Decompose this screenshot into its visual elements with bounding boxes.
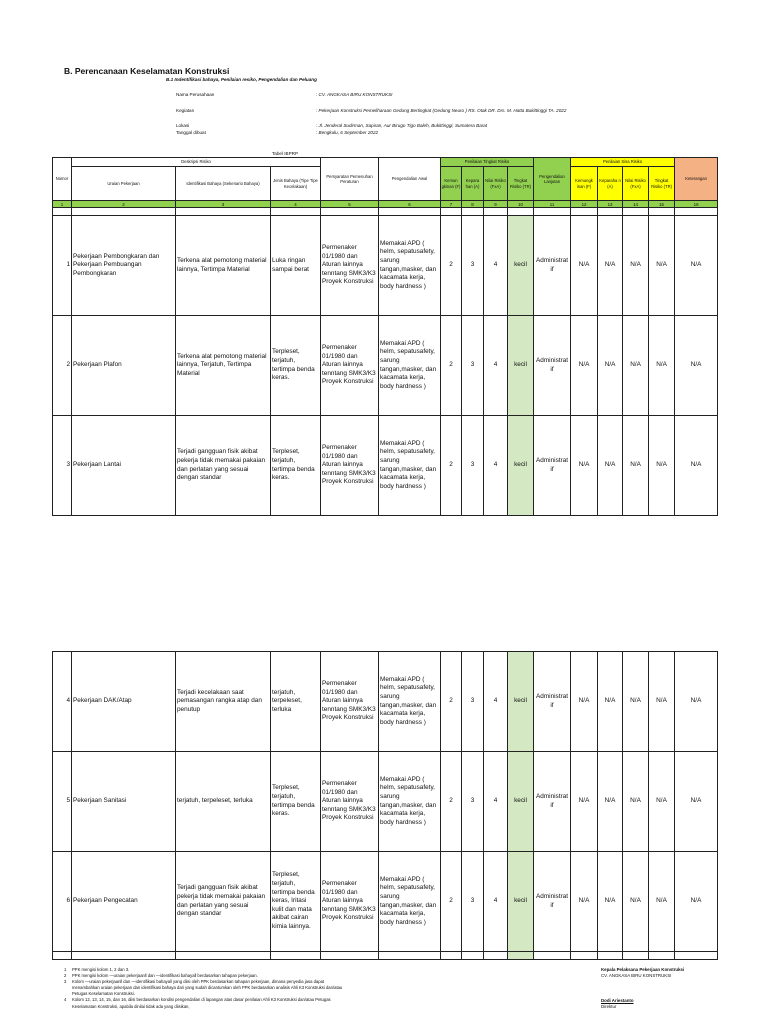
header-keparahan-sisa: Keparaha n (A) xyxy=(598,167,623,201)
uraian-pekerjaan-cell: Pekerjaan DAK/Atap xyxy=(72,652,176,752)
keparahan-cell: 3 xyxy=(462,216,484,316)
pengendalian-lanjutan-cell: Administrat if xyxy=(534,752,571,852)
persyaratan-cell: Permenaker 01/1980 dan Aturan lainnya tenntang SMK3/K3 Proyek Konstruksi xyxy=(321,752,379,852)
identifikasi-bahaya-cell: Terkena alat pemotong material lainnya, Terjatuh, Tertimpa Material xyxy=(176,316,271,416)
kemungkinan-cell: 2 xyxy=(441,852,462,952)
pengendalian-awal-cell: Memakai APD ( helm, sepatusafety, sarung tangan,masker, dan kacamata kerja, body hardness ) xyxy=(379,316,441,416)
nilai-risiko-sisa-cell: N/A xyxy=(623,752,649,852)
ibprp-table-page-1 xyxy=(52,157,718,516)
header-keparahan: Kepara han (A) xyxy=(462,167,484,201)
tingkat-risiko-sisa-cell: N/A xyxy=(649,652,675,752)
header-nilai-risiko: Nilai Risiko (FxA) xyxy=(484,167,508,201)
header-nomor: Nomor xyxy=(53,158,72,201)
row-number: 2 xyxy=(53,316,72,416)
table-row xyxy=(53,416,718,516)
header-persyaratan: Persyaratan Pemenuhan Peraturan xyxy=(321,158,379,201)
keparahan-cell: 3 xyxy=(462,652,484,752)
nilai-risiko-cell: 4 xyxy=(484,316,508,416)
header-pengendalian-lanjutan: Pengendalian Lanjutan xyxy=(534,158,571,201)
kemungkinan-cell: 2 xyxy=(441,316,462,416)
tingkat-risiko-sisa-cell: N/A xyxy=(649,316,675,416)
keparahan-sisa-cell: N/A xyxy=(598,316,623,416)
identifikasi-bahaya-cell: terjatuh, terpeleset, terluka xyxy=(176,752,271,852)
pengendalian-lanjutan-cell: Administrat if xyxy=(534,416,571,516)
nilai-risiko-cell: 4 xyxy=(484,216,508,316)
info-label-activity: Kegiatan xyxy=(176,108,195,113)
jenis-bahaya-cell: Terpleset, terjatuh, tertimpa benda keras. xyxy=(271,316,321,416)
info-label-company: Nama Perusahaan xyxy=(176,92,215,97)
tingkat-risiko-sisa-cell: N/A xyxy=(649,852,675,952)
keterangan-cell: N/A xyxy=(675,416,718,516)
table-row xyxy=(53,752,718,852)
nilai-risiko-sisa-cell: N/A xyxy=(623,316,649,416)
column-number: 2 xyxy=(72,201,176,208)
table-body-page-2 xyxy=(53,652,718,960)
tingkat-risiko-sisa-cell: N/A xyxy=(649,752,675,852)
keparahan-sisa-cell: N/A xyxy=(598,752,623,852)
identifikasi-bahaya-cell: Terkena alat pemotong material lainnya, Tertimpa Material xyxy=(176,216,271,316)
kemungkinan-cell: 2 xyxy=(441,752,462,852)
row-number: 3 xyxy=(53,416,72,516)
jenis-bahaya-cell: Luka ringan sampai berat xyxy=(271,216,321,316)
pengendalian-awal-cell: Memakai APD ( helm, sepatusafety, sarung tangan,masker, dan kacamata kerja, body hardness ) xyxy=(379,752,441,852)
persyaratan-cell: Permenaker 01/1980 dan Aturan lainnya tenntang SMK3/K3 Proyek Konstruksi xyxy=(321,216,379,316)
column-number: 13 xyxy=(598,201,623,208)
uraian-pekerjaan-cell: Pekerjaan Sanitasi xyxy=(72,752,176,852)
column-number: 3 xyxy=(176,201,271,208)
keparahan-cell: 3 xyxy=(462,752,484,852)
info-label-date: Tanggal dibuat xyxy=(176,130,206,135)
keterangan-cell: N/A xyxy=(675,852,718,952)
jenis-bahaya-cell: Terpleset, terjatuh, tertimpa benda keras, Iritasi kulit dan mata akibat cairan kimia lainnya. xyxy=(271,852,321,952)
keparahan-cell: 3 xyxy=(462,416,484,516)
keparahan-sisa-cell: N/A xyxy=(598,416,623,516)
kemungkinan-sisa-cell: N/A xyxy=(571,852,598,952)
pengendalian-awal-cell: Memakai APD ( helm, sepatusafety, sarung tangan,masker, dan kacamata kerja, body hardness ) xyxy=(379,216,441,316)
keterangan-cell: N/A xyxy=(675,316,718,416)
row-number: 4 xyxy=(53,652,72,752)
spacer-row xyxy=(53,208,718,216)
table-caption: Tabel IBPRP xyxy=(272,151,299,156)
signature-name: Dodi Ariestanto xyxy=(601,997,634,1003)
column-number: 11 xyxy=(534,201,571,208)
column-number: 4 xyxy=(271,201,321,208)
column-number: 12 xyxy=(571,201,598,208)
persyaratan-cell: Permenaker 01/1980 dan Aturan lainnya tenntang SMK3/K3 Proyek Konstruksi xyxy=(321,852,379,952)
uraian-pekerjaan-cell: Pekerjaan Lantai xyxy=(72,416,176,516)
keparahan-sisa-cell: N/A xyxy=(598,852,623,952)
row-number: 6 xyxy=(53,852,72,952)
uraian-pekerjaan-cell: Pekerjaan Pembongkaran dan Pekerjaan Pembuangan Pembongkaran xyxy=(72,216,176,316)
header-nilai-risiko-sisa: Nilai Risiko (FxA) xyxy=(623,167,649,201)
tingkat-risiko-cell: kecil xyxy=(508,752,534,852)
signature-company: CV. ANGKASA BIRU KONSTRUKSI xyxy=(601,973,672,979)
nilai-risiko-cell: 4 xyxy=(484,852,508,952)
keterangan-cell: N/A xyxy=(675,752,718,852)
header-jenis-bahaya: Jenis Bahaya (Tipe Tipe Kecelakaan) xyxy=(271,167,321,201)
kemungkinan-sisa-cell: N/A xyxy=(571,216,598,316)
nilai-risiko-cell: 4 xyxy=(484,752,508,852)
spacer-row xyxy=(53,952,718,960)
table-row xyxy=(53,216,718,316)
persyaratan-cell: Permenaker 01/1980 dan Aturan lainnya tenntang SMK3/K3 Proyek Konstruksi xyxy=(321,316,379,416)
pengendalian-lanjutan-cell: Administrat if xyxy=(534,852,571,952)
persyaratan-cell: Permenaker 01/1980 dan Aturan lainnya tenntang SMK3/K3 Proyek Konstruksi xyxy=(321,652,379,752)
table-row xyxy=(53,316,718,416)
tingkat-risiko-cell: kecil xyxy=(508,216,534,316)
column-number: 10 xyxy=(508,201,534,208)
kemungkinan-cell: 2 xyxy=(441,416,462,516)
nilai-risiko-sisa-cell: N/A xyxy=(623,852,649,952)
footnote: 1 PPK mengisi kolom 1, 2 dan 3. xyxy=(64,967,130,972)
tingkat-risiko-cell: kecil xyxy=(508,416,534,516)
pengendalian-lanjutan-cell: Administrat if xyxy=(534,652,571,752)
footnotes xyxy=(64,967,344,1010)
footnote: 2 PPK mengisi kolom ―uraian pekerjaan‖ dan ―identifikasi bahaya‖ berdasarkan tahapan pekerjaan. xyxy=(64,973,258,979)
tingkat-risiko-sisa-cell: N/A xyxy=(649,416,675,516)
jenis-bahaya-cell: Terpleset, terjatuh, tertimpa benda keras. xyxy=(271,416,321,516)
pengendalian-awal-cell: Memakai APD ( helm, sepatusafety, sarung tangan,masker, dan kacamata kerja, body hardness ) xyxy=(379,416,441,516)
header-uraian-pekerjaan: Uraian Pekerjaan xyxy=(72,167,176,201)
column-number: 8 xyxy=(462,201,484,208)
header-tingkat-risiko: Tingkat Risiko (TR) xyxy=(508,167,534,201)
nilai-risiko-sisa-cell: N/A xyxy=(623,216,649,316)
keparahan-sisa-cell: N/A xyxy=(598,216,623,316)
table-row xyxy=(53,652,718,752)
column-number: 15 xyxy=(649,201,675,208)
header-deskripsi-risiko: Deskripsi Risiko xyxy=(72,158,321,167)
uraian-pekerjaan-cell: Pekerjaan Pengecatan xyxy=(72,852,176,952)
nilai-risiko-sisa-cell: N/A xyxy=(623,652,649,752)
footnote: 4 Kolom 12, 13, 14, 15, dan 16, diisi berdasarkan kondisi pengendalian di lapangan atas dasar penilaian Ahli K3 Konstruksi dan/atau Petugas Keselamatan Konstruksi, apabila dinilai tidak ada yang diisikan, xyxy=(64,997,331,1009)
info-value-company: : CV. ANGKASA BIRU KONSTRUKSI xyxy=(316,92,393,97)
header-identifikasi-bahaya: Identifikasi Bahaya (Sekenario Bahaya) xyxy=(176,167,271,201)
tingkat-risiko-cell: kecil xyxy=(508,652,534,752)
keparahan-cell: 3 xyxy=(462,316,484,416)
info-label-location: Lokasi xyxy=(176,123,190,128)
header-kemungkinan: Kemun gkinan (F) xyxy=(441,167,462,201)
column-number: 6 xyxy=(379,201,441,208)
pengendalian-awal-cell: Memakai APD ( helm, sepatusafety, sarung tangan,masker, dan kacamata kerja, body hardness ) xyxy=(379,652,441,752)
header-pengendalian-awal: Pengendalian Awal xyxy=(379,158,441,201)
tingkat-risiko-cell: kecil xyxy=(508,316,534,416)
pengendalian-lanjutan-cell: Administrat if xyxy=(534,316,571,416)
column-number: 9 xyxy=(484,201,508,208)
identifikasi-bahaya-cell: Terjadi gangguan fisik akibat pekerja tidak memakai pakaian dan perlatan yang sesuai dengan standar xyxy=(176,852,271,952)
kemungkinan-cell: 2 xyxy=(441,216,462,316)
column-number: 5 xyxy=(321,201,379,208)
column-number: 16 xyxy=(675,201,718,208)
header-penilaian-sisa-risiko: Penilaian Sisa Risiko xyxy=(571,158,675,167)
tingkat-risiko-cell: kecil xyxy=(508,852,534,952)
header-tingkat-risiko-sisa: Tingkat Risiko (TR) xyxy=(649,167,675,201)
nilai-risiko-cell: 4 xyxy=(484,416,508,516)
header-keterangan: Keterangan xyxy=(675,158,718,201)
column-number: 14 xyxy=(623,201,649,208)
keparahan-sisa-cell: N/A xyxy=(598,652,623,752)
jenis-bahaya-cell: Terpleset, terjatuh, tertimpa benda keras. xyxy=(271,752,321,852)
nilai-risiko-cell: 4 xyxy=(484,652,508,752)
kemungkinan-sisa-cell: N/A xyxy=(571,416,598,516)
signature-block xyxy=(601,967,684,1011)
kemungkinan-sisa-cell: N/A xyxy=(571,316,598,416)
table-body-page-1 xyxy=(53,216,718,516)
tingkat-risiko-sisa-cell: N/A xyxy=(649,216,675,316)
pengendalian-lanjutan-cell: Administrat if xyxy=(534,216,571,316)
table-row xyxy=(53,852,718,952)
jenis-bahaya-cell: terjatuh, terpeleset, terluka xyxy=(271,652,321,752)
info-value-activity: : Pekerjaan Konstruksi Pemeliharaan Gedung Bertingkat (Gedung Neuro ) RS. Otak DR. Drs. M. Hatta Bukittinggi TA. 2022 xyxy=(316,108,567,113)
ibprp-table-page-2 xyxy=(52,651,718,960)
header-kemungkinan-sisa: Kemungk inan (F) xyxy=(571,167,598,201)
signature-title: Kepala Pelaksana Pekerjaan Konstruksi xyxy=(601,967,685,972)
kemungkinan-cell: 2 xyxy=(441,652,462,752)
persyaratan-cell: Permenaker 01/1980 dan Aturan lainnya tenntang SMK3/K3 Proyek Konstruksi xyxy=(321,416,379,516)
nilai-risiko-sisa-cell: N/A xyxy=(623,416,649,516)
identifikasi-bahaya-cell: Terjadi kecelakaan saat pemasangan rangka atap dan penutup xyxy=(176,652,271,752)
row-number: 1 xyxy=(53,216,72,316)
kemungkinan-sisa-cell: N/A xyxy=(571,652,598,752)
column-number: 1 xyxy=(53,201,72,208)
header-penilaian-tingkat-risiko: Penilaian Tingkat Risiko xyxy=(441,158,534,167)
keterangan-cell: N/A xyxy=(675,216,718,316)
keterangan-cell: N/A xyxy=(675,652,718,752)
identifikasi-bahaya-cell: Terjadi gangguan fisik akibat pekerja tidak memakai pakaian dan perlatan yang sesuai dengan standar xyxy=(176,416,271,516)
column-number-row xyxy=(53,201,718,208)
section-title: B. Perencanaan Keselamatan Konstruksi xyxy=(64,66,230,76)
kemungkinan-sisa-cell: N/A xyxy=(571,752,598,852)
info-value-date: : Bengkulu, 6 September 2022 xyxy=(316,130,379,135)
keparahan-cell: 3 xyxy=(462,852,484,952)
info-value-location: : Jl. Jenderal Sudirman, Sapiran, Aur Birugo Tigo Baleh, Bukittinggi, Sumatera Barat xyxy=(316,123,488,128)
subsection-title: B.1 Indentifikasi bahaya, Penilaian resiko, Pengendalian dan Peluang xyxy=(166,77,317,82)
row-number: 5 xyxy=(53,752,72,852)
footnote: 3 Kolom ―uraian pekerjaan‖ dan ―identifikasi bahaya‖ yang diisi oleh PPK berdasarkan tahapan pekerjaan, dimana penyedia jasa dapat menambahkan uraian pekerjaan dan identifikasi bahaya dari yang sudah dicantumkan oleh PPK berdasarkan analisis Ahli K3 Konstruksi dan/atau Petugas Keselamatan Konstruksi. xyxy=(64,979,343,997)
column-number: 7 xyxy=(441,201,462,208)
pengendalian-awal-cell: Memakai APD ( helm, sepatusafety, sarung tangan,masker, dan kacamata kerja, body hardness ) xyxy=(379,852,441,952)
signature-position: Direktur xyxy=(601,1004,617,1010)
uraian-pekerjaan-cell: Pekerjaan Plafon xyxy=(72,316,176,416)
